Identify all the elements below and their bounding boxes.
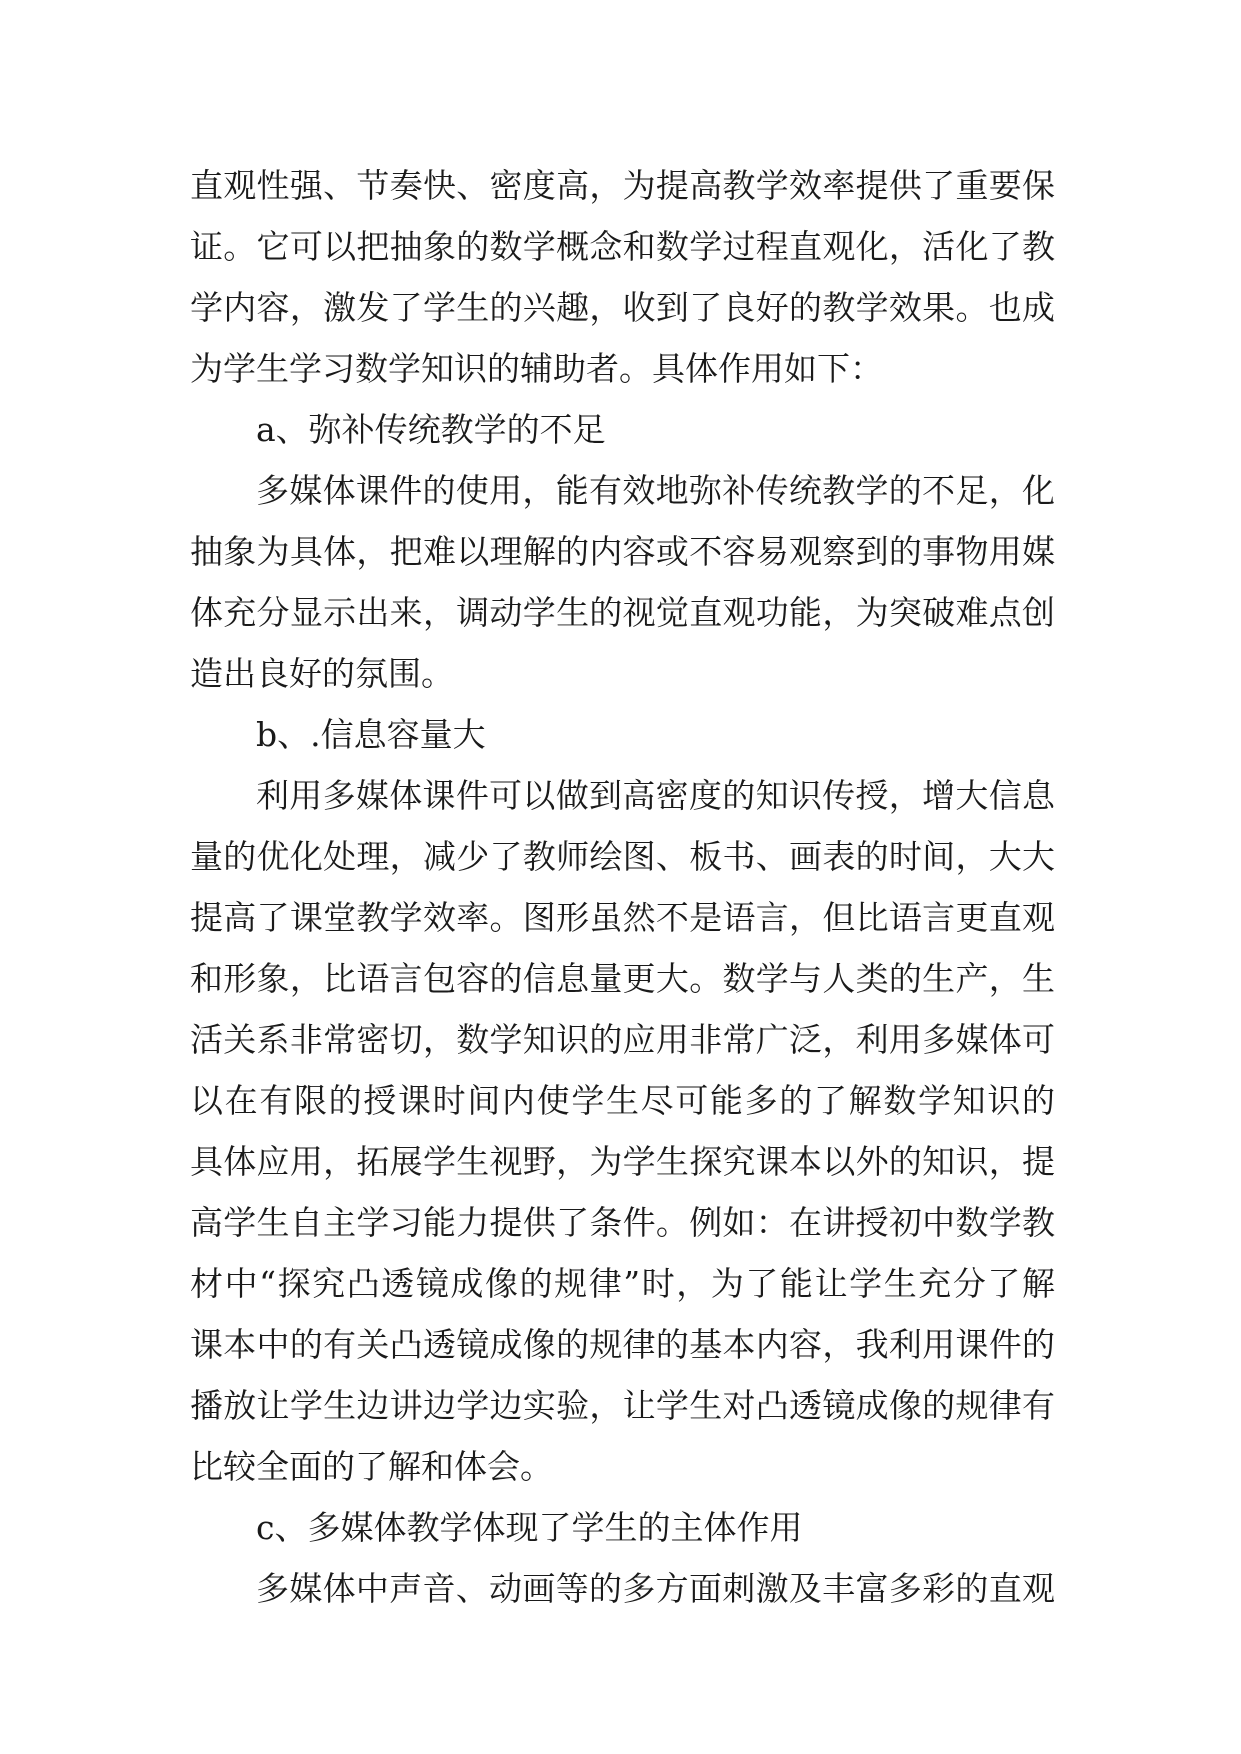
text-line: 体充分显示出来，调动学生的视觉直观功能，为突破难点创 <box>190 593 1055 632</box>
section-heading-c: c、多媒体教学体现了学生的主体作用 <box>256 1508 803 1547</box>
paragraph-start: 多媒体课件的使用，能有效地弥补传统教学的不足，化 <box>256 471 1055 510</box>
text-line: 为学生学习数学知识的辅助者。具体作用如下： <box>190 349 883 388</box>
text-line: 课本中的有关凸透镜成像的规律的基本内容，我利用课件的 <box>190 1325 1055 1364</box>
text-line: 提高了课堂教学效率。图形虽然不是语言，但比语言更直观 <box>190 898 1055 937</box>
document-page <box>190 155 1055 1619</box>
paragraph-start: 利用多媒体课件可以做到高密度的知识传授，增大信息 <box>256 776 1055 815</box>
text-line: 抽象为具体，把难以理解的内容或不容易观察到的事物用媒 <box>190 532 1055 571</box>
text-line: 活关系非常密切，数学知识的应用非常广泛，利用多媒体可 <box>190 1020 1055 1059</box>
text-line: 和形象，比语言包容的信息量更大。数学与人类的生产，生 <box>190 959 1055 998</box>
text-line: 播放让学生边讲边学边实验，让学生对凸透镜成像的规律有 <box>190 1386 1055 1425</box>
text-line: 高学生自主学习能力提供了条件。例如：在讲授初中数学教 <box>190 1203 1055 1242</box>
text-line: 比较全面的了解和体会。 <box>190 1447 553 1486</box>
section-heading-a: a、弥补传统教学的不足 <box>256 410 606 449</box>
text-line: 证。它可以把抽象的数学概念和数学过程直观化，活化了教 <box>190 227 1055 266</box>
text-line: 具体应用，拓展学生视野，为学生探究课本以外的知识，提 <box>190 1142 1055 1181</box>
section-heading-b: b、.信息容量大 <box>256 715 486 754</box>
text-line: 以在有限的授课时间内使学生尽可能多的了解数学知识的 <box>190 1081 1055 1120</box>
text-line: 造出良好的氛围。 <box>190 654 454 693</box>
paragraph-start: 多媒体中声音、动画等的多方面刺激及丰富多彩的直观 <box>256 1569 1055 1608</box>
text-line: 直观性强、节奏快、密度高，为提高教学效率提供了重要保 <box>190 166 1055 205</box>
text-line: 量的优化处理，减少了教师绘图、板书、画表的时间，大大 <box>190 837 1055 876</box>
text-line: 材中“探究凸透镜成像的规律”时，为了能让学生充分了解 <box>190 1264 1055 1303</box>
text-line: 学内容，激发了学生的兴趣，收到了良好的教学效果。也成 <box>190 288 1055 327</box>
